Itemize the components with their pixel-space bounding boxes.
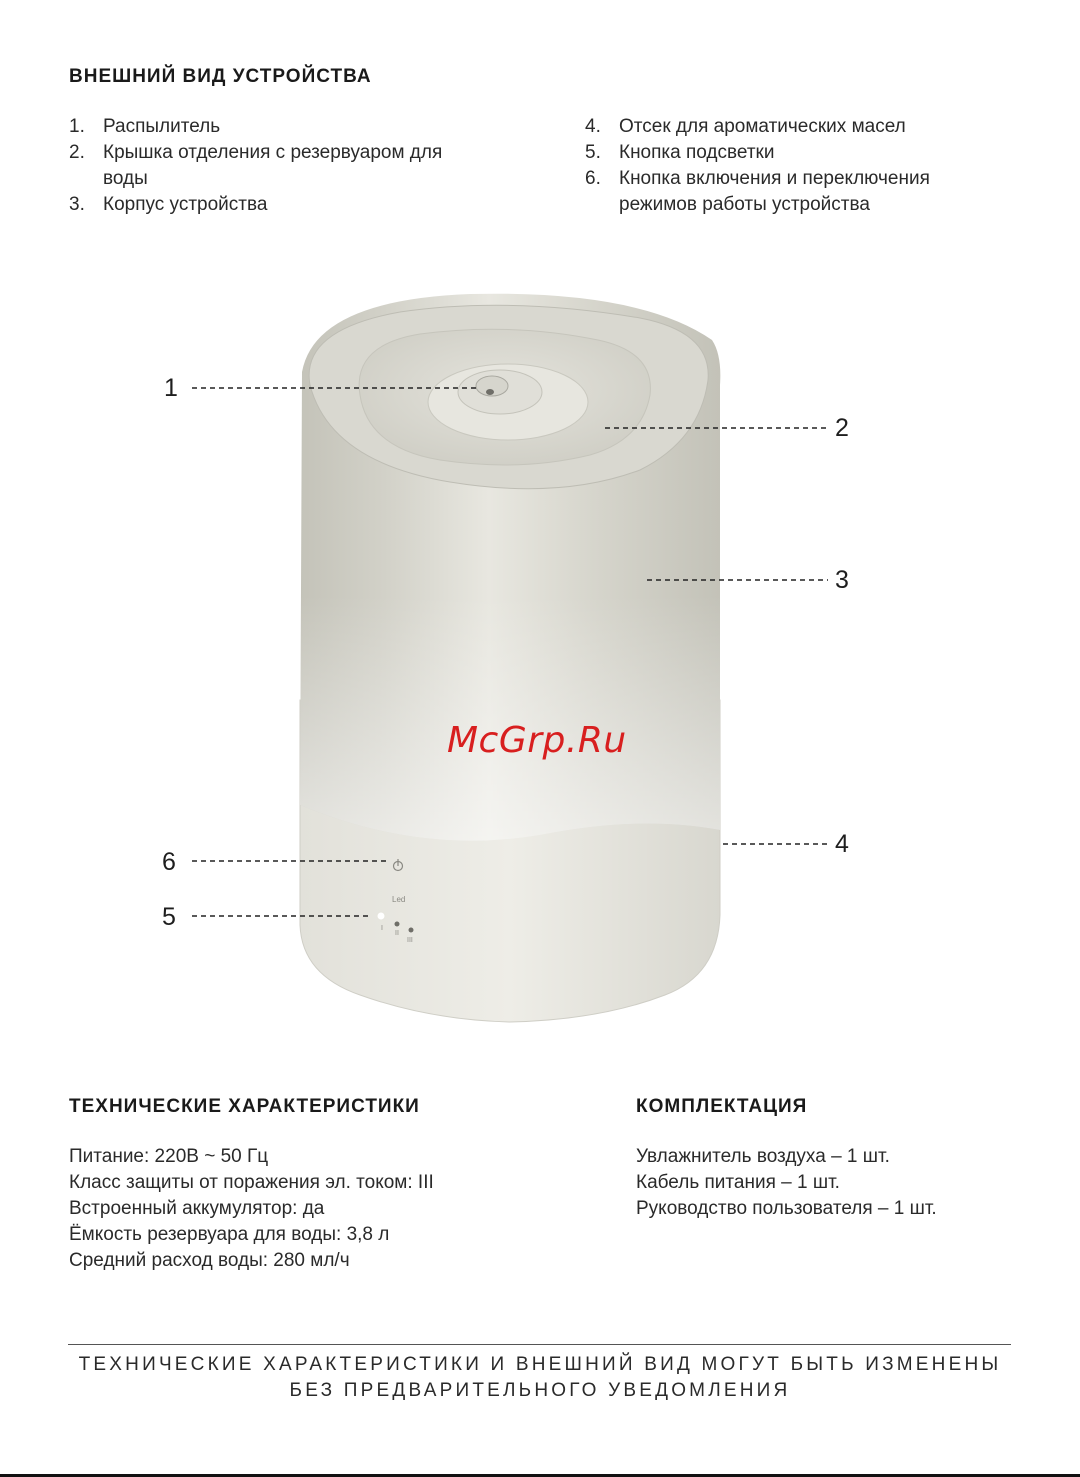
footer-line-1: ТЕХНИЧЕСКИЕ ХАРАКТЕРИСТИКИ И ВНЕШНИЙ ВИД МОГУТ БЫТЬ ИЗМЕНЕНЫ bbox=[78, 1354, 1002, 1375]
mode-indicator-2 bbox=[409, 928, 414, 933]
callout-2: 2 bbox=[835, 414, 849, 442]
list-item: Встроенный аккумулятор: да bbox=[69, 1198, 325, 1219]
item-number: 3. bbox=[69, 194, 85, 215]
mode-indicator-1 bbox=[395, 922, 400, 927]
mode-label-1: I bbox=[381, 925, 383, 932]
light-button[interactable] bbox=[377, 912, 385, 920]
item-text: Отсек для ароматических масел bbox=[619, 116, 906, 137]
item-text: Крышка отделения с резервуаром для воды bbox=[103, 142, 443, 189]
list-item: Класс защиты от поражения эл. током: III bbox=[69, 1172, 434, 1193]
callout-5: 5 bbox=[162, 903, 176, 931]
specs-list bbox=[69, 1144, 569, 1274]
kit-list bbox=[636, 1144, 1056, 1222]
item-number: 4. bbox=[585, 116, 601, 137]
item-number: 5. bbox=[585, 142, 601, 163]
kit-heading: КОМПЛЕКТАЦИЯ bbox=[636, 1096, 808, 1117]
appearance-heading: ВНЕШНИЙ ВИД УСТРОЙСТВА bbox=[69, 66, 372, 87]
item-number: 6. bbox=[585, 168, 601, 189]
footer-divider bbox=[68, 1344, 1011, 1345]
list-item: Ёмкость резервуара для воды: 3,8 л bbox=[69, 1224, 390, 1245]
item-text: Распылитель bbox=[103, 116, 221, 137]
item-text: Кнопка подсветки bbox=[619, 142, 775, 163]
list-item: Кабель питания – 1 шт. bbox=[636, 1172, 840, 1193]
item-number: 2. bbox=[69, 142, 85, 163]
list-item: Средний расход воды: 280 мл/ч bbox=[69, 1250, 350, 1271]
callout-4: 4 bbox=[835, 830, 849, 858]
footer-note bbox=[40, 1352, 1040, 1404]
callout-6: 6 bbox=[162, 848, 176, 876]
mode-label-3: III bbox=[407, 937, 413, 944]
led-label: Led bbox=[392, 895, 406, 904]
footer-line-2: БЕЗ ПРЕДВАРИТЕЛЬНОГО УВЕДОМЛЕНИЯ bbox=[289, 1380, 791, 1401]
item-text: Кнопка включения и переключения режимов работы устройства bbox=[619, 168, 930, 215]
specs-heading: ТЕХНИЧЕСКИЕ ХАРАКТЕРИСТИКИ bbox=[69, 1096, 420, 1117]
list-item: Увлажнитель воздуха – 1 шт. bbox=[636, 1146, 890, 1167]
item-text: Корпус устройства bbox=[103, 194, 268, 215]
list-item: Руководство пользователя – 1 шт. bbox=[636, 1198, 937, 1219]
item-number: 1. bbox=[69, 116, 85, 137]
callout-3: 3 bbox=[835, 566, 849, 594]
list-item: Питание: 220В ~ 50 Гц bbox=[69, 1146, 269, 1167]
watermark: McGrp.Ru bbox=[447, 720, 627, 761]
callout-1: 1 bbox=[164, 374, 178, 402]
mode-label-2: II bbox=[395, 930, 399, 937]
